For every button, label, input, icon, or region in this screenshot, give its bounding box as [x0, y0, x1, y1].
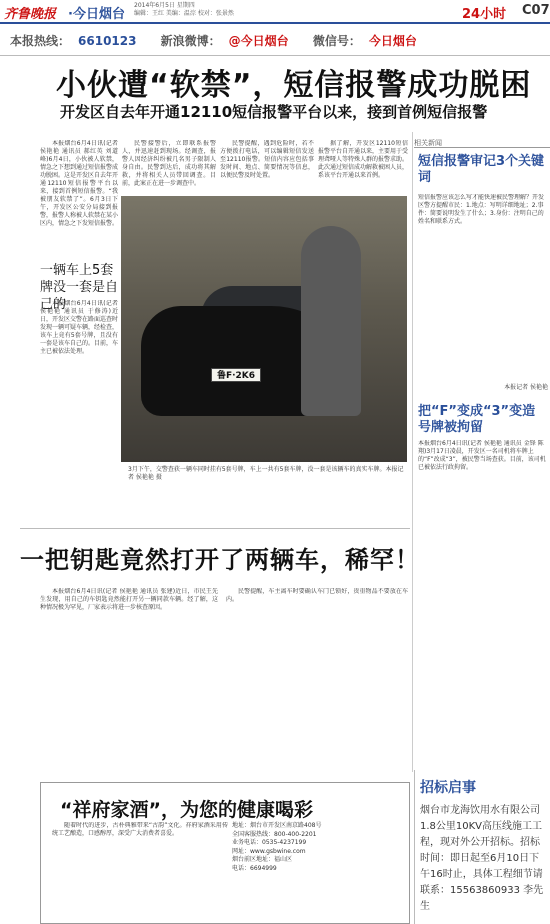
sidebar-headline2: 把“F”变成“3”变造号牌被拘留	[418, 404, 536, 435]
masthead-logo: 齐鲁晚报	[4, 7, 57, 22]
wechat-value: 今日烟台	[368, 34, 417, 48]
recruit-body: 烟台市龙海饮用水有限公司1.8公里10KV高压线施工工程，现对外公开招标。招标时间：即日起至6月10日下午16时止，具体工程细节请联系：15563860933 李先生	[420, 805, 544, 912]
hotline-label: 本报热线：	[10, 34, 71, 48]
sidebar-body2: 本报烟台6月4日讯(记者 侯艳艳 通讯员 金锋 陈翔)3月17日凌晨，开发区一名司机将车牌上的“F”改成“3”，被民警当场查获。目前，该司机已被依法行政拘留。	[418, 440, 546, 471]
ad-body: 随着时代的进步，古朴典雅带来“古韵”文化。祥府家酒采用传统工艺酿造，口感醇厚，深受广大消费者喜爱。	[52, 822, 228, 837]
story1-col1: 本报烟台6月4日讯(记者 侯艳艳 通讯员 郝红英 刘道峰)6月4日，小伙被人软禁，情急之下想到通过短信报警成功脱困。这是开发区自去年开通12110短信报警平台以来，接到首例短信报警。“我被朋友软禁了”。6月3日下午，开发区公安分局接到报警，报警人称被人软禁在某小区内，情急之下发短信报警。	[40, 140, 118, 227]
badge-24h: 24小时	[462, 7, 507, 22]
sidebar-divider	[412, 132, 413, 772]
sidebar-byline: 本报记者 侯艳艳	[504, 384, 548, 391]
sidebar-headline: 短信报警审记3个关键词	[418, 154, 545, 185]
story3-body: 本报烟台6月4日讯(记者 侯艳艳 通讯员 张建)近日，市民王先生发现，用自己的车钥匙竟然能打开另一辆同款车辆。经了解，这种情况极为罕见，厂家表示将进一步核查原因。	[40, 588, 218, 611]
story3-headline: 一把钥匙竟然打开了两辆车，稀罕！	[20, 546, 420, 574]
meta-editors: 编辑：王红 美编：温淙 校对：张景然	[134, 10, 234, 17]
story1-col4: 据了解，开发区12110短信报警平台自开通以来，主要用于受理聋哑人等特殊人群的报警求助。此次通过短信成功解救被困人员，系该平台开通以来首例。	[318, 140, 408, 179]
hotline-bar	[10, 32, 550, 50]
officer-figure	[301, 226, 361, 416]
ad-title: “祥府家酒”，为您的健康喝彩	[60, 799, 313, 821]
story2-body: 本报烟台6月4日讯(记者 侯艳艳 通讯员 于修涛)近日，开发区交警在路面巡查时发现一辆可疑车辆，经检查，该车上竟有5套号牌，且没有一套是该车自己的。目前，车主已被依法处理。	[40, 300, 118, 355]
divider	[20, 528, 410, 529]
weibo-value: @今日烟台	[228, 34, 289, 48]
wechat-label: 微信号：	[312, 34, 361, 48]
story2-headline: 一辆车上5套牌没一套是自己的	[40, 263, 119, 312]
license-plate: 鲁F·2K6	[211, 368, 261, 382]
divider	[0, 55, 550, 56]
masthead-rule	[0, 22, 550, 24]
page-number: C07	[522, 3, 550, 18]
story1-subhead: 开发区自去年开通12110短信报警平台以来，接到首例短信报警	[60, 103, 488, 121]
meta-date: 2014年6月5日 星期四	[134, 2, 195, 9]
story1-col3: 民警提醒，遇到危险时，若不方便拨打电话，可以编辑短信发送至12110报警。短信内容应包括事发时间、地点、简要情况等信息，以便民警及时处置。	[220, 140, 314, 179]
masthead-meta	[134, 2, 314, 18]
section-title: ·今日烟台	[68, 7, 125, 22]
story1-headline: 小伙遭“软禁”，短信报警成功脱困	[56, 68, 532, 103]
weibo-label: 新浪微博：	[160, 34, 221, 48]
recruit-title: 招标启事	[420, 780, 476, 796]
photo-caption: 3月下午，交警查获一辆车同时挂有5套号牌，车上一共有5套车牌，没一套是该辆车的真实车牌。本报记者 侯艳艳 摄	[128, 466, 404, 481]
story1-col2: 民警接警后，立即联系报警人，并迅速赶到现场。经调查，报警人因经济纠纷被几名男子限制人身自由。民警到达后，成功将其解救，并将相关人员带回调查。目前，此案正在进一步调查中。	[122, 140, 216, 187]
hotline-value: 6610123	[78, 34, 137, 48]
story2-photo	[121, 196, 407, 462]
ad-info: 地址：烟台市开发区南京路408号 全国客服热线：800-400-2201 业务电话：0535-4237199 网址：www.gsbwine.com 烟台前区地址：福山区 电话：6694999	[232, 822, 322, 872]
sidebar-label: 相关新闻	[414, 138, 550, 148]
sidebar-body: 短信报警应该怎么写才能快速被民警理解？开发区警方提醒市民：1.地点：写明详细地址；2.事件：简要说明发生了什么；3.身份：注明自己的姓名和联系方式。	[418, 194, 545, 225]
story3-body-b: 民警提醒，车主离车时要确认车门已锁好，贵重物品不要放在车内。	[226, 588, 408, 603]
